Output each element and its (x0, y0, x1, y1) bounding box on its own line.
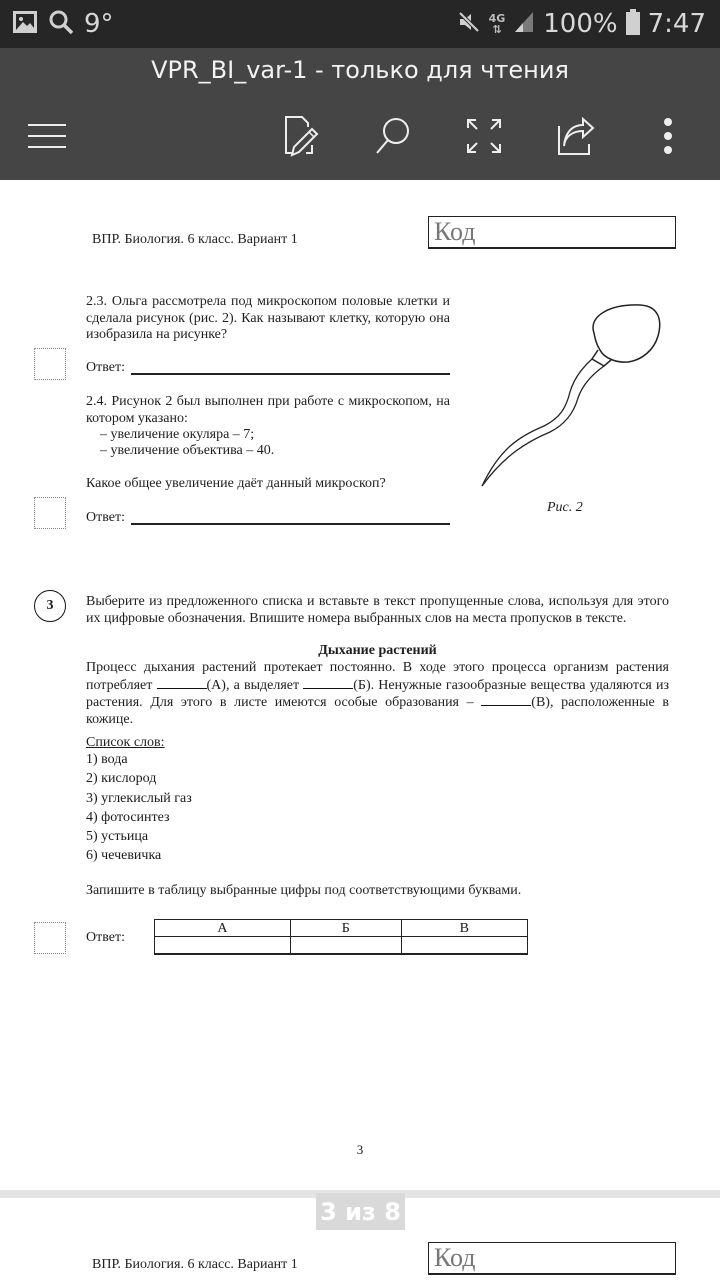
answer-label-3: Ответ: (86, 930, 125, 945)
word-list-item: 1) вода (86, 752, 128, 767)
share-button[interactable] (550, 110, 602, 162)
next-page-header: ВПР. Биология. 6 класс. Вариант 1 (92, 1257, 298, 1272)
word-list (86, 750, 192, 866)
search-button[interactable] (366, 110, 418, 162)
figure-caption: Рис. 2 (547, 500, 583, 515)
gallery-icon (12, 10, 38, 38)
edit-button[interactable] (276, 110, 328, 162)
sperm-cell-figure (470, 298, 670, 498)
passage-part: Процесс дыхания растений протекает постоянно. В ходе этого процесса организм растения потребляет (86, 660, 669, 693)
word-list-item: 3) углекислый газ (86, 790, 192, 806)
document-title: VPR_BI_var-1 - только для чтения (151, 56, 569, 84)
fullscreen-icon (466, 118, 502, 154)
table-instruction: Запишите в таблицу выбранные цифры под соответствующими буквами. (86, 883, 522, 898)
hamburger-menu-icon (24, 121, 68, 151)
page-number: 3 (356, 1142, 364, 1157)
battery-icon (626, 9, 640, 39)
search-icon (371, 115, 413, 157)
table-cell-b[interactable] (290, 937, 401, 954)
search-icon (48, 9, 74, 39)
word-list-item: 4) фотосинтез (86, 809, 170, 825)
answer-score-box-2-3 (34, 348, 66, 380)
question-2-4-intro: 2.4. Рисунок 2 был выполнен при работе с микроскопом, на котором указано: (86, 394, 450, 426)
answer-label-2-3: Ответ: (86, 360, 125, 375)
word-list-item: 6) чечевичка (86, 848, 162, 864)
code-label: Код (434, 217, 476, 246)
menu-button[interactable] (20, 110, 72, 162)
task-number: 3 (34, 590, 66, 622)
code-label: Код (434, 1243, 476, 1272)
fullscreen-button[interactable] (458, 110, 510, 162)
answer-table (154, 919, 528, 955)
answer-score-box-2-4 (34, 497, 66, 529)
network-type: 4G (488, 12, 506, 25)
question-2-3-text: 2.3. Ольга рассмотрела под микроскопом половые клетки и сделала рисунок (рис. 2). Как называют клетку, которую она изобразила на рисунке? (86, 294, 450, 342)
answer-line-2-4[interactable] (131, 523, 450, 525)
table-header-b: Б (290, 920, 401, 937)
blank-v (481, 694, 531, 706)
passage-part: (В), расположенные в кожице. (86, 695, 670, 727)
page-header: ВПР. Биология. 6 класс. Вариант 1 (92, 232, 298, 247)
temperature: 9° (84, 9, 114, 39)
passage-part: (Б). Ненужные газообразные вещества удаляются из растения. Для этого в листе имеются особые образования – (86, 677, 670, 710)
q2-4-item: – увеличение объектива – 40. (100, 443, 275, 458)
text-title: Дыхание растений (318, 643, 437, 658)
edit-document-icon (282, 115, 322, 157)
network-4g-icon: 4G ⇅ (488, 12, 506, 36)
signal-icon (513, 10, 535, 38)
task-3-passage (86, 660, 669, 728)
document-page (0, 180, 720, 1280)
mute-icon (457, 10, 481, 38)
blank-b (303, 677, 353, 689)
word-list-title: Список слов: (86, 735, 165, 750)
question-2-4-question: Какое общее увеличение даёт данный микроскоп? (86, 476, 386, 491)
table-cell-a[interactable] (155, 937, 291, 954)
next-page-code-box (428, 1242, 676, 1275)
table-header-a: А (155, 920, 291, 937)
answer-score-box-3 (34, 922, 66, 954)
answer-line-2-3[interactable] (131, 373, 450, 375)
more-vertical-icon (662, 118, 674, 154)
clock: 7:47 (647, 9, 706, 39)
task-3-instructions: Выберите из предложенного списка и вставьте в текст пропущенные слова, используя для этого их цифровые обозначения. Впишите номера выбранных слов на места пропусков в тексте. (86, 594, 669, 626)
share-icon (555, 116, 597, 156)
q2-4-item: – увеличение окуляра – 7; (100, 427, 255, 442)
word-list-item: 5) устьица (86, 829, 149, 845)
page-indicator: 3 из 8 (316, 1193, 405, 1230)
answer-label-2-4: Ответ: (86, 510, 125, 525)
table-cell-v[interactable] (401, 937, 527, 954)
more-options-button[interactable] (642, 110, 694, 162)
blank-a (157, 677, 207, 689)
passage-part: (А), а выделяет (206, 677, 304, 693)
app-bar (0, 48, 720, 180)
table-header-v: В (401, 920, 527, 937)
status-bar (0, 0, 720, 48)
word-list-item: 2) кислород (86, 771, 157, 787)
battery-percent: 100% (543, 9, 618, 39)
code-box (428, 216, 676, 249)
